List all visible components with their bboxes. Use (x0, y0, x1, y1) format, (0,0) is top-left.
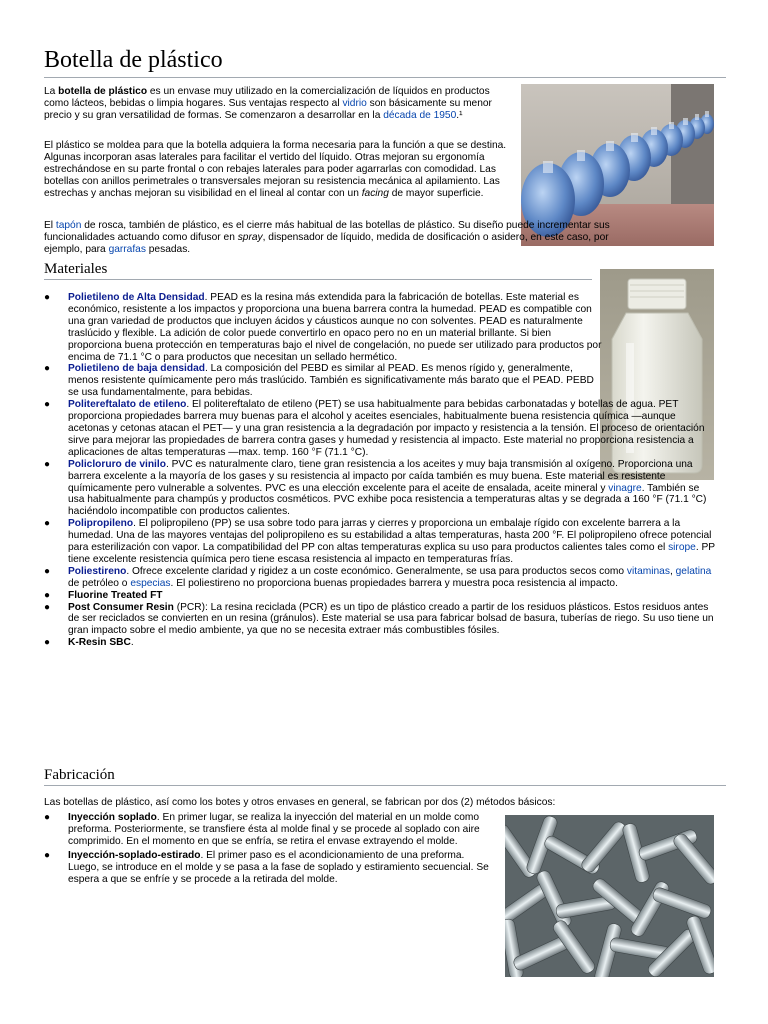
link-vinagre[interactable]: vinagre (608, 482, 642, 494)
link-sirope[interactable]: sirope (668, 542, 696, 554)
intro-text: pesadas. (145, 243, 191, 255)
list-item (44, 518, 718, 566)
link-pet[interactable]: Politereftalato de etileno (68, 399, 187, 411)
intro-text: es un envase muy utilizado en la comercialización de líquidos en productos como lácteos, bebidas o limpia hogares. Sus ventajas respecto al (44, 86, 490, 109)
intro-text: de rosca, también de plástico, es el cierre más habitual de las botellas de plástico. Su diseño puede incrementar sus funcionalidades actuando como difusor en (44, 220, 610, 243)
item-text: . PVC es naturalmente claro, tiene gran resistencia a los aceites y muy baja transmisión al oxígeno. Proporciona una barrera excelente a la mayoría de los gases y su resistencia al impacto por caída también es muy buena. Este material es resistente químicamente pero vulnerable a solventes. PVC es una elección excelente para el aceite de ensalada, aceite mineral y (68, 458, 693, 494)
item-text: de petróleo o (68, 577, 131, 589)
item-text: . El polipropileno (PP) se usa sobre todo para jarras y cierres y proporciona un embalaje rígido con excelente barrera a la humedad. Una de las mayores ventajas del polipropileno es su estabilidad a altas temperaturas, hasta 200 °F. El polipropileno ofrece potencial para esterilización con vapor. La compatibilidad del PP con altas temperaturas explica su uso para productos calientes tales como el (68, 518, 712, 554)
item-text: . PP tiene excelente resistencia química pero tiene escasa resistencia al impacto en temperaturas frías. (68, 542, 715, 565)
intro-text: , dispensador de líquido, medida de dosificación o asidero, en este caso, por ejemplo, para (44, 231, 609, 255)
bullet-icon: ● (44, 292, 51, 303)
link-ps[interactable]: Poliestireno (68, 565, 127, 577)
intro-text: El (44, 220, 56, 231)
title-rule (44, 77, 726, 78)
link-pvc[interactable]: Policloruro de vinilo (68, 458, 166, 470)
preforms-image (505, 815, 714, 977)
intro-italic: facing (361, 187, 389, 199)
item-text: . El primer paso es el acondicionamiento de una preforma. Luego, se introduce en el molde y se pasa a la fase de soplado y estiramiento secuencial. Se espera a que se enfríe y se procede a la retirada del molde. (68, 849, 489, 885)
fabricacion-list (44, 812, 496, 885)
bullet-icon: ● (44, 637, 51, 649)
materiales-list (44, 292, 715, 649)
item-text: . (130, 637, 134, 649)
link-pead[interactable]: Polietileno de Alta Densidad (68, 292, 205, 303)
bullet-icon: ● (44, 363, 51, 375)
list-item (44, 850, 496, 886)
link-tapon[interactable]: tapón (55, 220, 82, 231)
item-bold: Inyección soplado (68, 812, 157, 823)
heading-fabricacion: Fabricación (44, 767, 115, 783)
item-text: . La composición del PEBD es similar al PEAD. Es menos rígido y, generalmente, menos resistente químicamente pero más traslúcido. También es significativamente más barato que el PEAD. PEBD se usa fundamentalmente, para bebidas. (68, 363, 594, 399)
list-item (44, 566, 718, 590)
list-item (44, 812, 496, 848)
bullet-icon: ● (44, 565, 51, 577)
list-item (44, 399, 718, 459)
link-pp[interactable]: Polipropileno (68, 518, 134, 530)
bullet-icon: ● (44, 601, 51, 613)
intro-bold-term: botella de plástico (58, 86, 148, 97)
item-text: , (669, 565, 676, 577)
item-text: (PCR): La resina reciclada (PCR) es un tipo de plástico creado a partir de los residuos plásticos. Estos residuos antes de ser reciclados se convierten en un resina (gránulos). Este material se usa para fabricar bolsad de basura, tuberías de riego. Su uso tiene un gran impacto sobre el medio ambiente, ya que no se necesita extraer más combustibles fósiles. (68, 601, 714, 637)
item-bold: Inyección-soplado-estirado (68, 849, 201, 861)
page-title: Botella de plástico (44, 47, 223, 73)
item-bold: Fluorine Treated FT (68, 589, 163, 601)
list-item (44, 602, 718, 638)
item-bold: K-Resin SBC (68, 637, 131, 649)
item-text: . El poliestireno no proporciona buenas propiedades barrera y muestra poca resistencia al impacto. (170, 577, 618, 589)
reference-mark: .¹ (456, 109, 463, 121)
link-pebd[interactable]: Polietileno de baja densidad (68, 363, 205, 375)
link-decada-1950[interactable]: década de 1950 (383, 109, 457, 121)
intro-paragraph-2 (44, 140, 516, 200)
list-item (44, 363, 604, 399)
item-text: . En primer lugar, se realiza la inyección del material en un molde como preforma. Posteriormente, se transfiere ésta al molde final y se procede al soplado con aire comprimido. En el momento en que se enfría, se retira el envase extrayendo el molde. (68, 812, 480, 847)
materiales-rule (44, 279, 592, 280)
intro-text: La (44, 86, 59, 97)
item-bold: Post Consumer Resin (68, 601, 174, 613)
link-vidrio[interactable]: vidrio (342, 97, 367, 109)
link-vitaminas[interactable]: vitaminas (626, 565, 670, 577)
intro-paragraph-3 (44, 220, 624, 256)
intro-text: son básicamente su menor precio y su gran versatilidad de formas. Se comenzaron a desarrollar en la (44, 97, 492, 121)
bullet-icon: ● (44, 849, 51, 861)
list-item (44, 459, 718, 519)
item-text: . El politereftalato de etileno (PET) se usa habitualmente para bebidas carbonatadas y botellas de agua. PET proporciona propiedades barrera muy buenas para el alcohol y aceites esenciales, habitualmente buena resistencia química —aunque acetonas y cetonas atacan el PET— y una gran resistencia a la degradación por impacto y resistencia a la tensión. El proceso de orientación sirve para mejorar las propiedades de barrera contra gases y humedad y resistencia al impacto. Este material no proporciona resistencia a aplicaciones de altas temperaturas —max. temp. 160 °F (71.1 °C). (68, 399, 705, 458)
intro-text: El plástico se moldea para que la botella adquiera la forma necesaria para la función a que se destina. Algunas incorporan asas laterales para facilitar el vertido del líquido. Otras mejoran su ergonomía estrechándose en su parte frontal o con rebajes laterales para poder agarrarlas con comodidad. Las botellas con anillos perimetrales o transversales mejoran su resistencia mecánica al apilamiento. Las estrechas y anchas mejoran su visibilidad en el lineal al contar con un (44, 140, 507, 199)
intro-paragraph-1 (44, 86, 516, 122)
link-especias[interactable]: especias (130, 577, 171, 589)
item-text: . También se usa habitualmente para champús y productos cosméticos. PVC exhibe poca resistencia a temperaturas altas y se degrada a 160 °F (71.1 °C) haciéndolo incompatible con productos calientes. (68, 482, 707, 518)
intro-italic: spray (237, 231, 263, 243)
bullet-icon: ● (44, 589, 51, 601)
item-text: . Ofrece excelente claridad y rigidez a un coste económico. Generalmente, se usa para productos secos como (126, 565, 627, 577)
heading-materiales: Materiales (44, 261, 108, 277)
bullet-icon: ● (44, 812, 51, 823)
bullet-icon: ● (44, 399, 51, 411)
bullet-icon: ● (44, 458, 51, 470)
intro-text: de mayor superficie. (388, 187, 484, 199)
item-text: . PEAD es la resina más extendida para la fabricación de botellas. Este material es económico, resistente a los impactos y proporciona una buena barrera contra la humedad. PEAD es compatible con una gran variedad de productos que incluyen ácidos y cáusticos aunque no con solventes. PEAD es naturalmente traslúcido y flexible. La adición de color puede convertirlo en opaco pero no en un material brillante. Si bien proporciona buena protección en temperaturas bajo el nivel de congelación, no puede ser utilizado para productos por encima de 71.1 °C o para productos que necesitan un sellado hermético. (68, 292, 602, 363)
link-garrafas[interactable]: garrafas (108, 243, 146, 255)
fabricacion-intro: Las botellas de plástico, así como los botes y otros envases en general, se fabrican por dos (2) métodos básicos: (44, 797, 556, 808)
fabricacion-rule (44, 785, 726, 786)
bullet-icon: ● (44, 518, 51, 530)
link-gelatina[interactable]: gelatina (675, 565, 712, 577)
list-item (44, 292, 604, 363)
list-item (44, 590, 718, 602)
list-item (44, 637, 718, 649)
